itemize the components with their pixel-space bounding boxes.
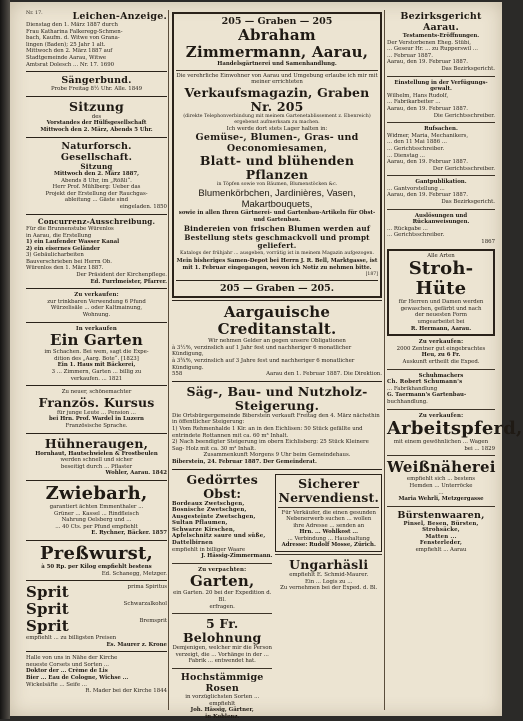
corn-line: Hornhaut, Hautschwielen & Frostbeulen (26, 451, 167, 458)
brush-line: Pinsel, Besen, Bürsten, (387, 521, 495, 528)
auction-pub-line: ... Gantvorstellung ... (387, 186, 495, 193)
seamstress-line: empfiehlt sich ... bestens (387, 476, 495, 483)
zimmermann-intro: Die verehrliche Einwohner von Aarau und Umgebung erlaube ich mir mit meiner errichteten (176, 73, 378, 86)
redemption-title: Auslösungen und Rückanweisungen. (387, 213, 495, 226)
timber-auction (172, 384, 382, 467)
credit-bank-line: à 3½%, verzinslich auf 1 Jahr fest und nachheriger 6 monatlicher Kündigung, (172, 345, 382, 358)
custody-line: Die Gerichtsschreiber. (387, 113, 495, 120)
zimmermann-goods: sowie in allen Ihren Gärtnerei- und Gartenbau-Artikeln für Obst- und Gartenbau. (176, 210, 378, 223)
tender-line: 2) ein eisernes Geländer (26, 246, 167, 253)
french-line: für junge Leute ... Pension ... (26, 410, 167, 417)
redemption-line: ... Gerichtsschreiber. (387, 232, 495, 239)
death-notice-line: Frau Katharina Falkeregg-Schmen- (26, 29, 167, 36)
hare-line: Zu vernehmen bei der Exped. d. Bl. (275, 585, 382, 592)
summons-line: ... Dienstag ... (387, 153, 495, 160)
credit-bank-ad (172, 303, 382, 379)
straw-hat-title: Stroh-Hüte (391, 259, 491, 299)
spirits-word: Sprit (26, 584, 69, 601)
straw-hat-line: R. Hermann, Aarau. (391, 326, 491, 333)
custody-notice (387, 79, 495, 121)
garden-lease-label: Zu verpachten: (172, 567, 272, 574)
zimmermann-shop: Verkaufsmagazin, Graben Nr. 205 (176, 86, 378, 114)
zimmermann-footer: 205 — Graben — 205. (176, 283, 378, 294)
left-column (26, 10, 167, 710)
dried-fruit-item: Apfelschnitz saure und süße, (172, 533, 272, 540)
tender-line: 1) ein Laufender Wasser Kanal (26, 239, 167, 246)
sale-notice (26, 291, 167, 319)
french-line: Zu neuer, schönemachter (26, 389, 167, 396)
brush-title: Bürstenwaaren, (387, 510, 495, 521)
zimmermann-ad (172, 12, 382, 298)
roses-title: Hochstämmige Rosen (172, 672, 272, 694)
garden-line: Ein 1. Haus mit Bäckerei, (26, 362, 167, 369)
zimmermann-address: 205 — Graben — 205 (176, 16, 378, 27)
dried-fruit-line: J. Hässig-Zimmermann. (172, 553, 272, 560)
redemption-line: 1867 (387, 239, 495, 246)
french-line: bei Hrn. Prof. Wardel in Luzern (26, 416, 167, 423)
straw-hat-line: gewaschen, gefärbt und nach (391, 306, 491, 313)
roses-line: in vorzüglichsten Sorten ... empfiehlt (172, 694, 272, 707)
zimmermann-goods: Blatt- und blühenden Pflanzen (176, 154, 378, 182)
shoemaker-line: Ch. Robert Schumann's (387, 379, 495, 386)
straw-hat-line: für Herren und Damen werden (391, 299, 491, 306)
bottom-ads-grid (172, 472, 382, 721)
income-line: Nebenerwerb suchen ... wollen (278, 516, 379, 523)
hare-line: empfiehlt E. Schmid-Maurer. (275, 572, 382, 579)
death-notice-line: Mittwoch den 2. März 1887 auf (26, 48, 167, 55)
presswurst-line: à 50 Rp. per Kilog empfiehlt bestens (26, 564, 167, 571)
work-horse-label: Zu verkaufen: (387, 413, 495, 420)
summons-line: Widmer, Maria, Mechanikers, (387, 133, 495, 140)
spirits-line: empfiehlt ... zu billigsten Preisen (26, 635, 167, 642)
dried-fruit-item: Bordeaux Zwetschgen, (172, 501, 272, 508)
court-line: Der Verstorbenen Eheg. Stübi, (387, 40, 495, 47)
income-title: Nervendienst. (278, 491, 379, 505)
rusk-line: E. Rychner, Bäcker. 1857 (26, 530, 167, 537)
shop-line: R. Mader bei der Kirche 1844 (26, 688, 167, 695)
meeting-notice (26, 99, 167, 135)
credit-bank-number: 558 (172, 371, 182, 378)
work-horse-line: mit einem gewöhnlichen ... Wagen (387, 439, 495, 446)
income-line: Adresse: Rudolf Mosse, Zürich. (278, 542, 379, 549)
auction-pub-line: Aarau, den 19. Februar 1887. (387, 192, 495, 199)
timber-line: 1) Vom Rehmenhalde 1 Klr. an in den Eichlisen: 50 Stück gefällte und entrindete Rottannen mit ca. 60 m³ Inhalt. (172, 426, 382, 439)
work-horse-title: Arbeitspferd, (387, 419, 495, 439)
hare-line: Ein ... Logis zu ... (275, 579, 382, 586)
spirits-sub: prima Spiritus (128, 584, 167, 601)
dried-fruit-line: empfiehlt in billiger Waare (172, 547, 272, 554)
rusk-line: ... 40 Cts. per Pfund empfiehlt (26, 524, 167, 531)
middle-column (172, 10, 382, 710)
redemption-line: ... Rückgabe ... (387, 226, 495, 233)
redemption-notice (387, 212, 495, 247)
court-title: Bezirksgericht Aarau. (387, 11, 495, 33)
income-line: Für Verkäufer, die einen gesunden (278, 510, 379, 517)
court-line: ... Februar 1887. (387, 53, 495, 60)
court-sub: Testaments-Eröffnungen. (387, 33, 495, 40)
brush-line: Matten ... (387, 534, 495, 541)
rusk-line: Grüner ... Kassel ... Rindfleisch (26, 511, 167, 518)
seamstress-line: Hemden ... Unterröcke (387, 483, 495, 490)
court-line: Aarau, den 19. Februar 1887. (387, 59, 495, 66)
work-horse-line: bei ... 1829 (387, 446, 495, 453)
straw-hat-line: umgearbeitet bei (391, 319, 491, 326)
right-column (387, 10, 495, 710)
court-line: ... Geseur Hr. ... zu Rupperswil ... (387, 46, 495, 53)
timber-line: Biberstein, 24. Februar 1887. Der Gemeinderat. (172, 459, 382, 466)
zimmermann-goods: Gemüse-, Blumen-, Gras- und Oeconomiesamen, (176, 132, 378, 154)
meeting-line: Mittwoch den 2. März, Abends 5 Uhr. (26, 127, 167, 134)
auction-pub-title: Gantpublikation. (387, 179, 495, 186)
choir-notice (26, 74, 167, 94)
dried-fruit-item: Ausgesteinte Zwetschgen, (172, 514, 272, 521)
science-line: ableitung ... Gäste sind (26, 197, 167, 204)
hay-sale-line: 2000 Zentner gut eingebrachtes (387, 346, 495, 353)
straw-hat-line: der neuesten Form (391, 312, 491, 319)
corn-line: beseitigt durch ... Pflaster (26, 464, 167, 471)
death-notice-line: bach, Kaufm. d. Witwe von Grana- (26, 35, 167, 42)
roses-ad (172, 671, 272, 721)
seamstress-ad (387, 458, 495, 503)
zimmermann-goods: Blumenkörbchen, Jardinières, Vasen, (176, 188, 378, 199)
column-divider (168, 10, 169, 710)
summons-line: ... den 11 Mai 1886 ... (387, 139, 495, 146)
science-society-notice (26, 140, 167, 212)
hare-title: Ungarhäsli (275, 558, 382, 572)
zimmermann-number: [187] (176, 272, 378, 279)
auction-pub-line: Das Bezirksgericht. (387, 199, 495, 206)
spirits-word: Sprit (26, 601, 69, 618)
presswurst-ad (26, 543, 167, 578)
summons-notice (387, 125, 495, 173)
income-title: Sicherer (278, 477, 379, 491)
zimmermann-keep: Ich werde dort stets Lager halten in: (176, 126, 378, 133)
corn-line: werden schnell und sicher (26, 457, 167, 464)
spirits-line: Es. Maurer z. Krone (26, 642, 167, 649)
reward-line: Demjenigen, welcher mir die Person (172, 645, 272, 652)
shoemaker-line: ... Fabrikhandlung (387, 386, 495, 393)
zimmermann-bouquet: Bindereien von frischen Blumen werden auf Bestellung stets geschmackvoll und prompt geliefert. (176, 225, 378, 250)
science-society-sub: Sitzung (26, 163, 167, 171)
income-line: ... Verbindung ... Haushaltung (278, 536, 379, 543)
shop-line: Wickelsäfte ... Seife ... (26, 682, 167, 689)
dried-fruit-item: Dattelbirnen (172, 540, 272, 547)
tender-line: Der Präsident der Kirchenpflege. (26, 272, 167, 279)
sale-title: Zu verkaufen: (26, 292, 167, 299)
credit-bank-line: Wir nehmen Gelder an gegen unsere Obligationen (172, 338, 382, 345)
seamstress-title: Weißnäherei (387, 459, 495, 476)
death-notice-title: Leichen-Anzeige. (73, 11, 167, 22)
french-lessons (26, 388, 167, 430)
shop-line: neueste Corsets und Sorten ... (26, 662, 167, 669)
seamstress-line: ... (387, 490, 495, 497)
timber-line: Die Ortsbürgergemeinde Biberstein verkauft Freitag den 4. März nächsthin in öffentlicher Steigerung: (172, 413, 382, 426)
timber-auction-title: Säg-, Bau- und Nutzholz-Steigerung. (172, 385, 382, 413)
tender-line: Ed. Furrlmeister, Pfarrer. (26, 279, 167, 286)
sale-line: Wohnung. (26, 312, 167, 319)
zimmermann-shop-sub: (direkte Telephonverbindung mit meinem Gartenetablissement z. Ebenreich) ergebenst aufmerksam zu machen. (176, 114, 378, 126)
garden-sale-label: In verkaufen (26, 326, 167, 333)
newspaper-page (10, 2, 502, 716)
summons-title: Rufsachen. (387, 126, 495, 133)
hay-sale-line: Auskunft ertheilt die Exped. (387, 359, 495, 366)
summons-line: Der Gerichtsschreiber. (387, 166, 495, 173)
garden-lease-line: erfragen. (172, 604, 272, 611)
shop-line: Doktor der ... Crème de Lis (26, 668, 167, 675)
dried-fruit-item: Schwarze Kirschen, (172, 527, 272, 534)
tender-title: Concurrenz-Ausschreibung. (26, 218, 167, 226)
hay-sale-title: Zu verkaufen: (387, 339, 495, 346)
zimmermann-name: Abraham Zimmermann, Aarau, (176, 27, 378, 61)
shoemaker-title: Schuhmachers (387, 373, 495, 380)
income-ad (275, 474, 382, 553)
reward-line: verzeigt, die ... Vorhänge in der ... (172, 652, 272, 659)
science-line: Projekt der Erstellung der Rauchgas- (26, 191, 167, 198)
death-notice-line: Dienstag den 1. März 1887 durch (26, 22, 167, 29)
presswurst-line: Ed. Schanegg, Metzger. (26, 571, 167, 578)
tender-line: 3) Gebäulicharbeiten (26, 252, 167, 259)
shop-line: Halle von uns in Nähe der Kirche (26, 655, 167, 662)
rusk-line: garantiert ächten Emmenthaler ... (26, 504, 167, 511)
zimmermann-sub: Handelsgärtnerei und Samenhandlung. (176, 61, 378, 68)
timber-line: Zusammenkunft Morgens 9 Uhr beim Gemeindehaus. (172, 452, 382, 459)
dried-fruit-ad (172, 472, 272, 561)
notice-number: Nr. 17. (26, 11, 43, 22)
summons-line: Aarau, den 19. Februar 1887. (387, 159, 495, 166)
shop-line: Bier ... Eau de Cologne, Wichse ... (26, 675, 167, 682)
garden-line: 3 ... Zimmern, Garten ... billig zu (26, 369, 167, 376)
garden-sale-title: Ein Garten (26, 332, 167, 349)
court-notices (387, 10, 495, 74)
death-notice (26, 10, 167, 69)
zimmermann-note: Katalogs der frühjahr ... ausgeben, vorrätig ist in meinem Magazin aufgezogen. (176, 251, 378, 257)
corn-remedy (26, 436, 167, 478)
tender-line: Bauverschrieben bei Herrn Ob. (26, 259, 167, 266)
credit-bank-title: Aargauische Creditanstalt. (172, 304, 382, 338)
custody-line: Wilhelm, Hans Rudolf, (387, 93, 495, 100)
zimmermann-goods: in Töpfen sowie von Bäumen, Blumenstöcken &c. (176, 182, 378, 188)
garden-lease (172, 566, 272, 611)
meeting-line: des (26, 114, 167, 121)
brush-line: Strohsäcke, (387, 527, 495, 534)
income-line: ihre Adresse ... senden an (278, 523, 379, 530)
death-notice-line: Amtsrat Dolesch ... Nr. 17. 1690 (26, 62, 167, 69)
roses-line: in Koblenz. (172, 714, 272, 721)
book-binding (0, 0, 10, 719)
choir-title: Sängerbund. (26, 75, 167, 86)
custody-line: Aarau, den 19. Februar 1887. (387, 106, 495, 113)
garden-line: im Schachen. Bei wem, sagt die Expe- (26, 349, 167, 356)
corn-line: Wohler, Aarau. 1842 (26, 470, 167, 477)
reward-line: Fabrik ... entwendet hat. (172, 658, 272, 665)
shoemaker-ad (387, 372, 495, 407)
spirits-sub: Schwarzalkohol (124, 601, 167, 618)
summons-line: ... Gerichtsschreiber. (387, 146, 495, 153)
corn-remedy-title: Hühneraugen, (26, 437, 167, 451)
french-title: Französ. Kursus (26, 396, 167, 410)
custody-title: Einstellung in der Verfügungs-gewalt. (387, 80, 495, 93)
roses-line: Joh. Hässig, Gärtner, (172, 707, 272, 714)
zimmermann-goods: Makartbouquets, (176, 199, 378, 210)
sale-line: zur trinkbaren Verwendung 6 Pfund (26, 299, 167, 306)
garden-sale (26, 325, 167, 384)
science-line: Mittwoch den 2. März 1887, (26, 171, 167, 178)
garden-line: dition des „Aarg. Bote“. [1823] (26, 356, 167, 363)
dried-fruit-title: Gedörrtes Obst: (172, 473, 272, 501)
shoemaker-line: G. Taermann's Gartenbau- (387, 392, 495, 399)
rusk-title: Zwiebarh, (26, 484, 167, 504)
science-line: eingeladen. 1850 (26, 204, 167, 211)
hay-sale (387, 338, 495, 366)
reward-ad (172, 616, 272, 666)
straw-hat-ad (387, 249, 495, 337)
garden-line: verkaufen. ... 1821 (26, 376, 167, 383)
straw-hat-pre: Alle Arten (391, 253, 491, 260)
science-line: Herr Prof. Mühlberg: Ueber das (26, 184, 167, 191)
spirits-ad (26, 583, 167, 649)
tender-line: Für die Brunnenstube Würenlos (26, 226, 167, 233)
column-divider (384, 10, 385, 710)
sale-line: Würzelisäle ... oder Kaltmainung, (26, 305, 167, 312)
timber-line: 2) Nach beendigter Steigerung im obern Eichlisberg: 25 Stück Kleinere Sag- Holz mit ca. 30 m³ Inhalt. (172, 439, 382, 452)
seamstress-line: Maria Wehrli, Metzgergasse (387, 496, 495, 503)
choir-line: Probe Freitag 8½ Uhr. Alle. 1849 (26, 86, 167, 93)
hare-ad (275, 557, 382, 593)
dried-fruit-item: Bosnische Zwetschgen, (172, 507, 272, 514)
tender-line: Würenlos den 1. März 1887. (26, 265, 167, 272)
credit-bank-line: Aarau den 1. Februar 1887. Die Direktion. (266, 371, 382, 378)
science-society-title: Naturforsch. Gesellschaft. (26, 141, 167, 163)
reward-title: 5 Fr. Belohnung (172, 617, 272, 645)
brush-line: empfiehlt ... Aarau (387, 547, 495, 554)
rusk-line: Nahrung Oelsberg und ... (26, 517, 167, 524)
death-notice-line: Stadtgemeinde Aarau, Witwe (26, 55, 167, 62)
presswurst-title: Preßwurst, (26, 544, 167, 564)
meeting-title: Sitzung (26, 100, 167, 114)
work-horse-ad (387, 412, 495, 454)
brush-ad (387, 509, 495, 555)
meeting-line: Vorstandes der Hülfsgesellschaft (26, 120, 167, 127)
credit-bank-line: à 3¾%, verzinslich auf 3 Jahre fest und nachheriger 6 monatlicher Kündigung. (172, 358, 382, 371)
shoemaker-line: buchhandlung. (387, 399, 495, 406)
french-line: Französische Sprache. (26, 423, 167, 430)
shop-ad (26, 654, 167, 696)
hay-sale-line: Heu, zu 6 Fr. (387, 352, 495, 359)
income-line: Hrn. ... Wohlkost ... (278, 529, 379, 536)
tender-notice (26, 217, 167, 287)
zimmermann-depot: Mein bisheriges Samen-Depot bei Herrn J. R. Bell, Marktgasse, ist mit 1. Februar eingegangen, wovon ich Notiz zu nehmen bitte. (176, 258, 378, 271)
tender-line: in Aarau, die Erstellung (26, 233, 167, 240)
garden-lease-line: ein Garten. 20 bei der Expedition d. Bl. (172, 590, 272, 603)
garden-lease-title: Garten, (172, 573, 272, 590)
spirits-sub: Bremsprit (139, 618, 167, 635)
rusk-ad (26, 483, 167, 538)
death-notice-line: lingen (Baden); 25 Jahr 1 alt. (26, 42, 167, 49)
brush-line: Fensterleder, (387, 540, 495, 547)
science-line: Abends 8 Uhr, im „Rößli“. (26, 178, 167, 185)
dried-fruit-item: Sultan Pflaumen, (172, 520, 272, 527)
custody-line: ... Fabrikarbeiter ... (387, 99, 495, 106)
court-line: Das Bezirksgericht. (387, 66, 495, 73)
auction-publication (387, 178, 495, 206)
spirits-word: Sprit (26, 618, 69, 635)
